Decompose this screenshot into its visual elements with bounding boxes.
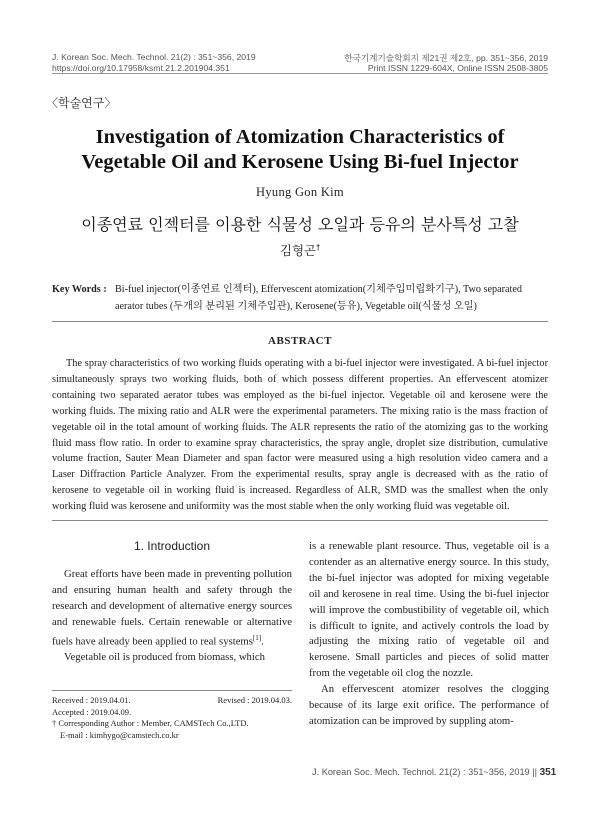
issn-header: Print ISSN 1229-604X, Online ISSN 2508-3805 — [367, 63, 548, 73]
author-english: Hyung Gon Kim — [256, 185, 344, 199]
received-text: Received : 2019.04.01. — [52, 695, 131, 705]
right-paragraph-2: An effervescent atomizer resolves the clogging because of its large exit orifice. The performance of atomization can be improved by suppling atom- — [309, 683, 549, 727]
keywords-divider — [52, 321, 548, 322]
reference-1[interactable]: [1] — [252, 633, 262, 642]
left-column — [52, 567, 292, 666]
intro-paragraph-1-text: Great efforts have been made in preventing pollution and ensuring human health and safety through the research and development of alternative energy sources and renewable fuels. Certain renewable or alternative fuels have already been applied to real systems — [52, 568, 292, 648]
page-number: 351 — [539, 767, 557, 778]
title-english-line2: Vegetable Oil and Kerosene Using Bi-fuel Injector — [81, 151, 519, 173]
footnote-divider — [52, 690, 292, 691]
doi-link[interactable]: https://doi.org/10.17958/ksmt.21.2.201904.351 — [52, 63, 230, 73]
journal-korean-header: 한국기계기술학회지 제21권 제2호, pp. 351~356, 2019 — [344, 53, 548, 63]
keywords-text: Bi-fuel injector(이종연료 인젝터), Effervescent atomization(기체주입미립화기구), Two separated aerator tubes (두개의 분리된 기체주입관), Kerosene(등유), Vegetable oil(식물성 오일) — [115, 284, 522, 312]
abstract-text: The spray characteristics of two working fluids operating with a bi-fuel injector were investigated. A bi-fuel injector simultaneously sprays two working fluids, both of which possess different properties. An effervescent atomizer containing two separated aerator tubes was employed as the bi-fuel injector. Vegetable oil and kerosene were the working fluids. The mixing ratio and ALR were the experimental parameters. The mixing ratio is the mass fraction of vegetable oil in the total amount of working fluids. The ALR represents the ratio of the atomizing gas to the working fluid mass flow ratio. In order to examine spray characteristics, the spray angle, droplet size distribution, cumulative volume fraction, Sauter Mean Diameter and span factor were measured using a high resolution video camera and a Laser Diffraction Particle Analyzer. From the experimental results, spray angle is decreased with as the ratio of kerosene to vegetable oil in working fluid is increased. Regardless of ALR, SMD was the smallest when the only working fluid was kerosene and uniformity was the most stable when the only working fluid was vegetable oil. — [52, 358, 548, 513]
intro-paragraph-1 — [52, 567, 292, 650]
author-korean — [0, 241, 600, 259]
right-column — [309, 539, 549, 730]
author-korean-name: 김형곤 — [279, 243, 317, 258]
title-english-line1: Investigation of Atomization Characteristics of — [95, 126, 505, 148]
footnote — [52, 695, 292, 742]
title-korean: 이종연료 인젝터를 이용한 식물성 오일과 등유의 분사특성 고찰 — [81, 215, 519, 234]
intro-paragraph-1-end: . — [261, 635, 264, 648]
abstract-divider — [52, 520, 548, 521]
keywords-label: Key Words : — [52, 284, 107, 295]
corresponding-author: † Corresponding Author : Member, CAMSTech Co.,LTD. — [52, 718, 249, 729]
right-paragraph-1: is a renewable plant resource. Thus, vegetable oil is a contender as an alternative energy source. In this study, the bi-fuel injector was adopted for mixing vegetable oil and kerosene in real time. Using the bi-fuel injector will improve the combustibility of vegetable oil, which is difficult to ignite, and actively controls the load by adjusting the mixing ratio of vegetable oil and kerosene. Small particles and pieces of solid matter from the vegetable oil clog the nozzle. — [309, 540, 549, 680]
abstract-heading: ABSTRACT — [268, 335, 332, 347]
header-divider — [52, 73, 548, 74]
accepted-date: Accepted : 2019.04.09. — [52, 706, 132, 717]
corresponding-mark: † — [316, 242, 321, 252]
keywords — [52, 281, 552, 315]
article-category: 〈학술연구〉 — [46, 96, 117, 110]
footer-citation: J. Korean Soc. Mech. Technol. 21(2) : 351~356, 2019 || — [312, 767, 537, 777]
intro-paragraph-2: Vegetable oil is produced from biomass, which — [64, 651, 265, 664]
author-email[interactable]: E-mail : kimhygo@camstech.co.kr — [60, 730, 179, 741]
page-footer — [312, 767, 557, 778]
journal-citation-header: J. Korean Soc. Mech. Technol. 21(2) : 351~356, 2019 — [52, 52, 256, 62]
received-date — [52, 695, 292, 707]
revised-date: Revised : 2019.04.03. — [217, 695, 292, 705]
section-heading-introduction: 1. Introduction — [133, 539, 211, 553]
